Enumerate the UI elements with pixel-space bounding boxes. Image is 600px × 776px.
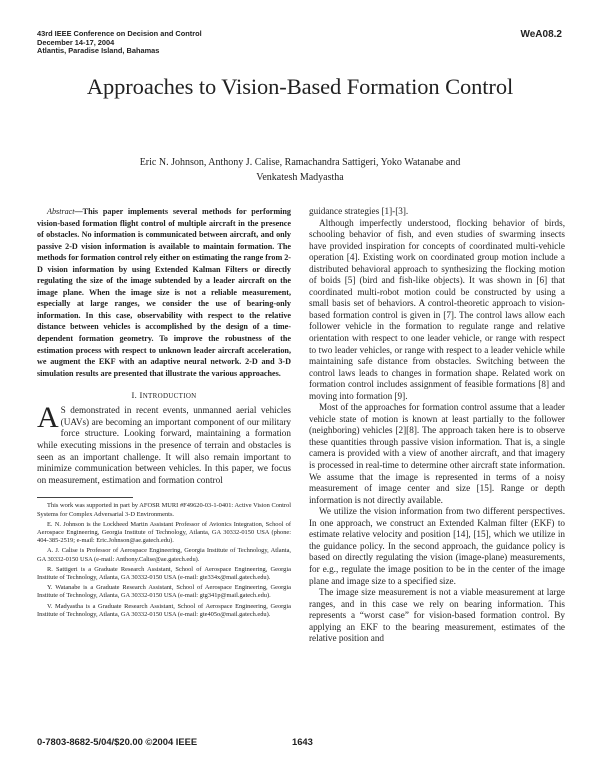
footnote-author-sattigeri: R. Sattigeri is a Graduate Research Assistant, School of Aerospace Engineering, Georgia Institute of Technology, Atlanta, GA 30332-0150 USA (e-mail: gte334x@mail.gatech.edu).	[37, 565, 291, 581]
authors-line-1: Eric N. Johnson, Anthony J. Calise, Ramachandra Sattigeri, Yoko Watanabe and	[139, 157, 461, 168]
conference-location: Atlantis, Paradise Island, Bahamas	[37, 46, 160, 56]
conference-name: 43rd IEEE Conference on Decision and Control	[37, 29, 202, 38]
conference-header	[37, 30, 202, 56]
abstract	[37, 206, 291, 379]
body-paragraph: Most of the approaches for formation control assume that a leader vehicle state of motion is known at least partially to the follower (neighboring) vehicles [2][8]. The approach taken here is to observe these quantities through passive vision information. That is, a single camera is provided with a view of another aircraft, and that imagery is processed in real-time to determine other aircraft state information. We assume that the image is represented in terms of a noisy measurement of image center and size [15]. Range or depth information is not directly available.	[309, 402, 565, 505]
body-paragraph: Although imperfectly understood, flocking behavior of birds, schooling behavior of fish, and even studies of swarming insects have provided inspiration for concepts of coordinated multi-vehicle operation [4]. Existing work on coordinated group motion include a distributed behavioral approach to synthesizing the flocking motion of boids [5] (bird and fish-like objects). It was shown in [6] that coordinated multi-robot motion could be constructed by using a small basis set of behaviors. A control-theoretic approach to vision-based formation control is given in [7]. The control laws allow each follower vehicle in the formation to regulate range and relative orientation with respect to one leader vehicle, or range with respect to two leader vehicles, or range with respect to a leader vehicle while maintaining safe distance from obstacles. Switching between the control laws leads to changes in formation shape. Related work on formation control includes assignment of feasible formations [8] and moving into formation [9].	[309, 217, 565, 401]
conference-dates: December 14-17, 2004	[37, 37, 115, 47]
intro-paragraph	[37, 401, 291, 486]
body-paragraph: guidance strategies [1]-[3].	[309, 206, 409, 216]
abstract-text: —This paper implements several methods for performing vision-based formation flight control of multiple aircraft in the presence of obstacles. No information is communicated between aircraft, and only passive 2-D vision information is available to maintain formation. The methods for formation control rely either on estimating the range from 2-D vision information by using Extended Kalman Filters or directly regulating the size of the image subtended by a leader aircraft on the image plane. When the image size is not a reliable measurement, especially at large ranges, we consider the use of bearing-only information. In this case, observability with respect to the relative distance between vehicles is accomplished by the design of a time-dependent formation geometry. To improve the robustness of the estimation process with respect to unknown leader aircraft acceleration, we augment the EKF with an adaptive neural network. 2-D and 3-D simulation results are presented that illustrate the various approaches.	[37, 207, 292, 378]
footnote-author-watanabe: Y. Watanabe is a Graduate Research Assistant, School of Aerospace Engineering, Georgia Institute of Technology, Atlanta, GA 30332-0150 USA (e-mail: gtg341p@mail.gatech.edu).	[37, 584, 291, 600]
authors-line-2: Venkatesh Madyastha	[256, 172, 344, 183]
body-paragraph: The image size measurement is not a viable measurement at large ranges, and in this case we rely on bearing information. This represents a “worst case” for vision-based formation control. By applying an EKF to the bearing measurement, estimates of the relative position and	[309, 587, 565, 644]
right-column	[309, 206, 565, 645]
copyright-line: 0-7803-8682-5/04/$20.00 ©2004 IEEE	[37, 736, 198, 747]
section-title-initial: I	[139, 390, 143, 401]
footnote-funding: This work was supported in part by AFOSR MURI #F49620-03-1-0401: Active Vision Control Systems for Complex Adversarial 3-D Environments.	[37, 502, 291, 518]
intro-text: S demonstrated in recent events, unmanned aerial vehicles (UAVs) are becoming an important component of our military force structure. Looking forward, maintaining a formation while executing missions in the presence of terrain and obstacles is seen as an important challenge. It will also remain important to minimize communication between vehicles. In this paper, we focus on measurement, estimation and formation control	[37, 405, 291, 485]
left-column	[37, 206, 291, 621]
footnotes	[37, 502, 291, 619]
footnote-divider	[37, 497, 133, 498]
abstract-label: Abstract	[47, 207, 75, 216]
author-list	[40, 155, 560, 185]
section-heading-introduction	[37, 390, 291, 400]
page-number: 1643	[292, 736, 313, 747]
footnote-author-madyastha: V. Madyastha is a Graduate Research Assistant, School of Aerospace Engineering, Georgia Institute of Technology, Atlanta, GA 30332-0150 USA (e-mail: gte405o@mail.gatech.edu).	[37, 602, 291, 618]
drop-cap-letter: A	[37, 401, 59, 435]
body-paragraph: We utilize the vision information from two different perspectives. In one approach, we construct an Extended Kalman filter (EKF) to estimate relative velocity and position [14], [15], which we utilize in the guidance policy. In the second approach, the guidance policy is based on directly regulating the vision (image-plane) measurements, for e.g., regulate the image position to be in the center of the image plane and image size to a specified size.	[309, 506, 565, 586]
footnote-author-johnson: E. N. Johnson is the Lockheed Martin Assistant Professor of Avionics Integration, School of Aerospace Engineering, Georgia Institute of Technology, Atlanta, GA 30332-0150 USA (phone: 404-385-2519; e-mail: Eric.Johnson@ae.gatech.edu).	[37, 520, 291, 545]
section-title-rest: NTRODUCTION	[142, 392, 197, 401]
footnote-author-calise: A. J. Calise is Professor of Aerospace Engineering, Georgia Institute of Technology, Atlanta, GA 30332-0150 USA (e-mail: Anthony.Calise@ae.gatech.edu).	[37, 547, 291, 563]
session-code: WeA08.2	[520, 29, 562, 40]
section-number: I.	[131, 390, 138, 401]
paper-title: Approaches to Vision-Based Formation Control	[86, 74, 514, 99]
